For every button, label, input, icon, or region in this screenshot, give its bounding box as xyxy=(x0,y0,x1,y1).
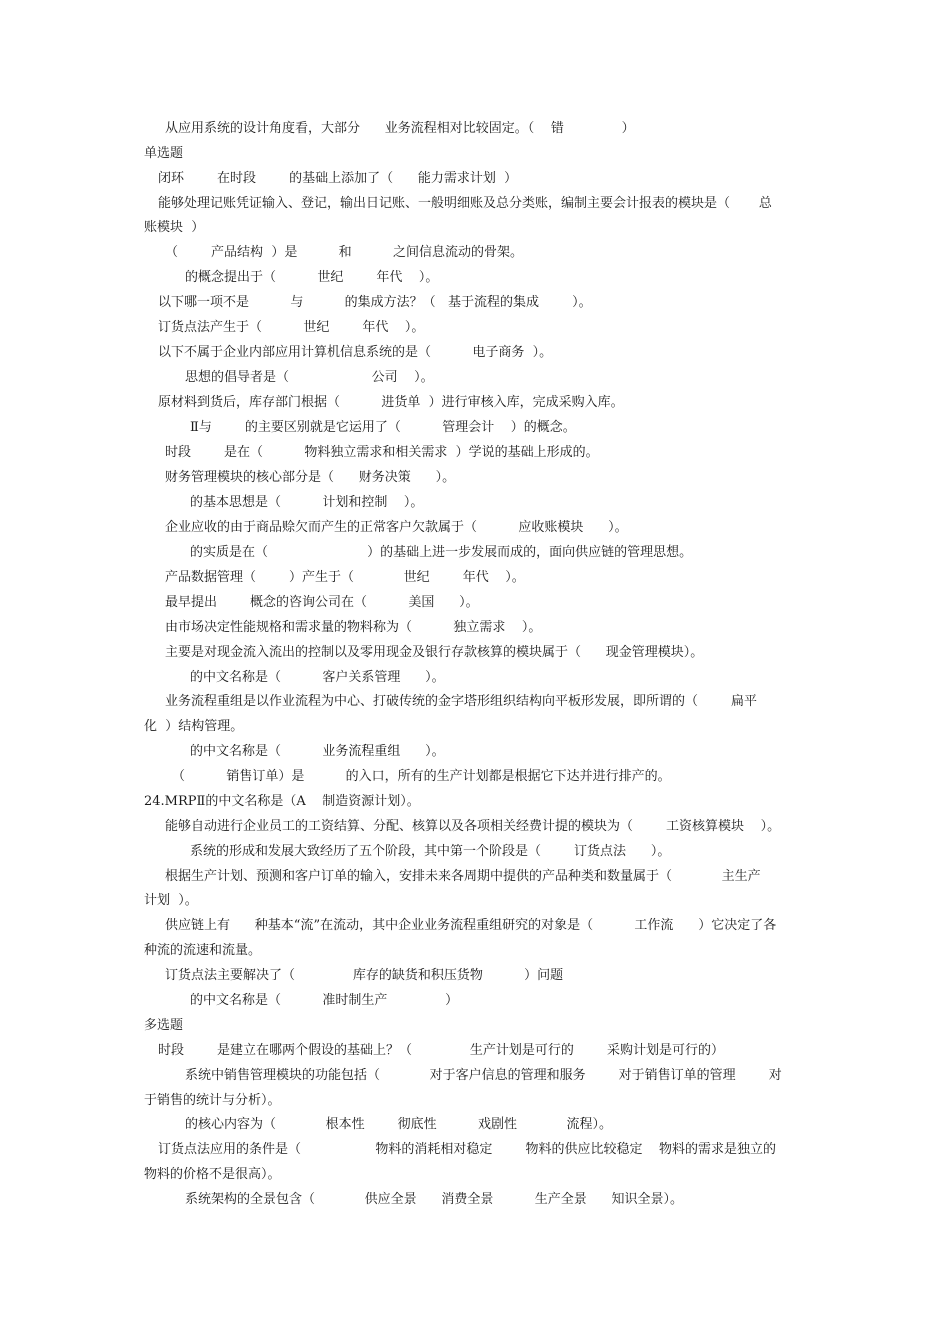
section-heading: 多选题 xyxy=(144,1018,184,1033)
text-line: 种流的流速和流量。 xyxy=(144,943,262,958)
text-line: 的中文名称是（ 客户关系管理 ）。 xyxy=(190,670,445,685)
text-line: 于销售的统计与分析）。 xyxy=(144,1093,281,1108)
text-line: 的中文名称是（ 准时制生产 ） xyxy=(190,993,459,1008)
text-line: 时段 是在（ 物料独立需求和相关需求 ）学说的基础上形成的。 xyxy=(165,445,599,460)
text-line: 系统的形成和发展大致经历了五个阶段，其中第一个阶段是（ 订货点法 ）。 xyxy=(190,844,671,859)
text-line: 由市场决定性能规格和需求量的物料称为（ 独立需求 ）。 xyxy=(165,620,542,635)
text-line: 24.MRPⅡ的中文名称是（A 制造资源计划）。 xyxy=(144,794,420,809)
text-line: 的基本思想是（ 计划和控制 ）。 xyxy=(190,495,424,510)
text-line: 业务流程重组是以作业流程为中心、打破传统的金字塔形组织结构向平板形发展，即所谓的（ 扁平 xyxy=(165,694,758,709)
text-line: 主要是对现金流入流出的控制以及零用现金及银行存款核算的模块属于（ 现金管理模块）。 xyxy=(165,645,704,660)
text-line: 订货点法主要解决了（ 库存的缺货和积压货物 ）问题 xyxy=(165,968,564,983)
section-heading: 单选题 xyxy=(144,146,184,161)
text-line: 物料的价格不是很高）。 xyxy=(144,1167,281,1182)
text-line: 最早提出 概念的咨询公司在（ 美国 ）。 xyxy=(165,595,479,610)
text-line: 计划 ）。 xyxy=(144,893,198,908)
text-line: （ 销售订单）是 的入口，所有的生产计划都是根据它下达并进行排产的。 xyxy=(172,769,671,784)
text-line: 企业应收的由于商品赊欠而产生的正常客户欠款属于（ 应收账模块 ）。 xyxy=(165,520,628,535)
text-line: Ⅱ与 的主要区别就是它运用了（ 管理会计 ）的概念。 xyxy=(190,420,576,435)
text-line: 从应用系统的设计角度看，大部分 业务流程相对比较固定。（ 错 ） xyxy=(165,121,635,136)
text-line: 供应链上有 种基本“流”在流动，其中企业业务流程重组研究的对象是（ 工作流 ）它决定了各 xyxy=(165,918,777,933)
text-line: 的实质是在（ ）的基础上进一步发展而成的，面向供应链的管理思想。 xyxy=(190,545,693,560)
text-line: 闭环 在时段 的基础上添加了（ 能力需求计划 ） xyxy=(158,171,518,186)
text-line: 系统中销售管理模块的功能包括（ 对于客户信息的管理和服务 对于销售订单的管理 对 xyxy=(185,1068,782,1083)
text-line: 财务管理模块的核心部分是（ 财务决策 ）。 xyxy=(165,470,456,485)
text-line: 原材料到货后，库存部门根据（ 进货单 ）进行审核入库，完成采购入库。 xyxy=(158,395,624,410)
text-line: 以下哪一项不是 与 的集成方法？（ 基于流程的集成 ）。 xyxy=(158,295,592,310)
text-line: 思想的倡导者是（ 公司 ）。 xyxy=(185,370,434,385)
text-line: 产品数据管理（ ）产生于（ 世纪 年代 ）。 xyxy=(165,570,525,585)
text-line: 根据生产计划、预测和客户订单的输入，安排未来各周期中提供的产品种类和数量属于（ 主生产 xyxy=(165,869,761,884)
text-line: 账模块 ） xyxy=(144,220,205,235)
text-line: 的核心内容为（ 根本性 彻底性 戏剧性 流程）。 xyxy=(185,1117,613,1132)
text-line: （ 产品结构 ）是 和 之间信息流动的骨架。 xyxy=(165,245,523,260)
text-line: 的概念提出于（ 世纪 年代 ）。 xyxy=(185,270,439,285)
text-line: 以下不属于企业内部应用计算机信息系统的是（ 电子商务 ）。 xyxy=(158,345,553,360)
text-line: 订货点法应用的条件是（ 物料的消耗相对稳定 物料的供应比较稳定 物料的需求是独立的 xyxy=(158,1142,776,1157)
text-line: 能够自动进行企业员工的工资结算、分配、核算以及各项相关经费计提的模块为（ 工资核算模块 ）。 xyxy=(165,819,781,834)
text-line: 时段 是建立在哪两个假设的基础上？（ 生产计划是可行的 采购计划是可行的） xyxy=(158,1043,724,1058)
text-line: 的中文名称是（ 业务流程重组 ）。 xyxy=(190,744,445,759)
text-line: 化 ）结构管理。 xyxy=(144,719,244,734)
text-line: 系统架构的全景包含（ 供应全景 消费全景 生产全景 知识全景）。 xyxy=(185,1192,683,1207)
text-line: 能够处理记账凭证输入、登记，输出日记账、一般明细账及总分类账，编制主要会计报表的模块是（ 总 xyxy=(158,196,772,211)
text-line: 订货点法产生于（ 世纪 年代 ）。 xyxy=(158,320,425,335)
